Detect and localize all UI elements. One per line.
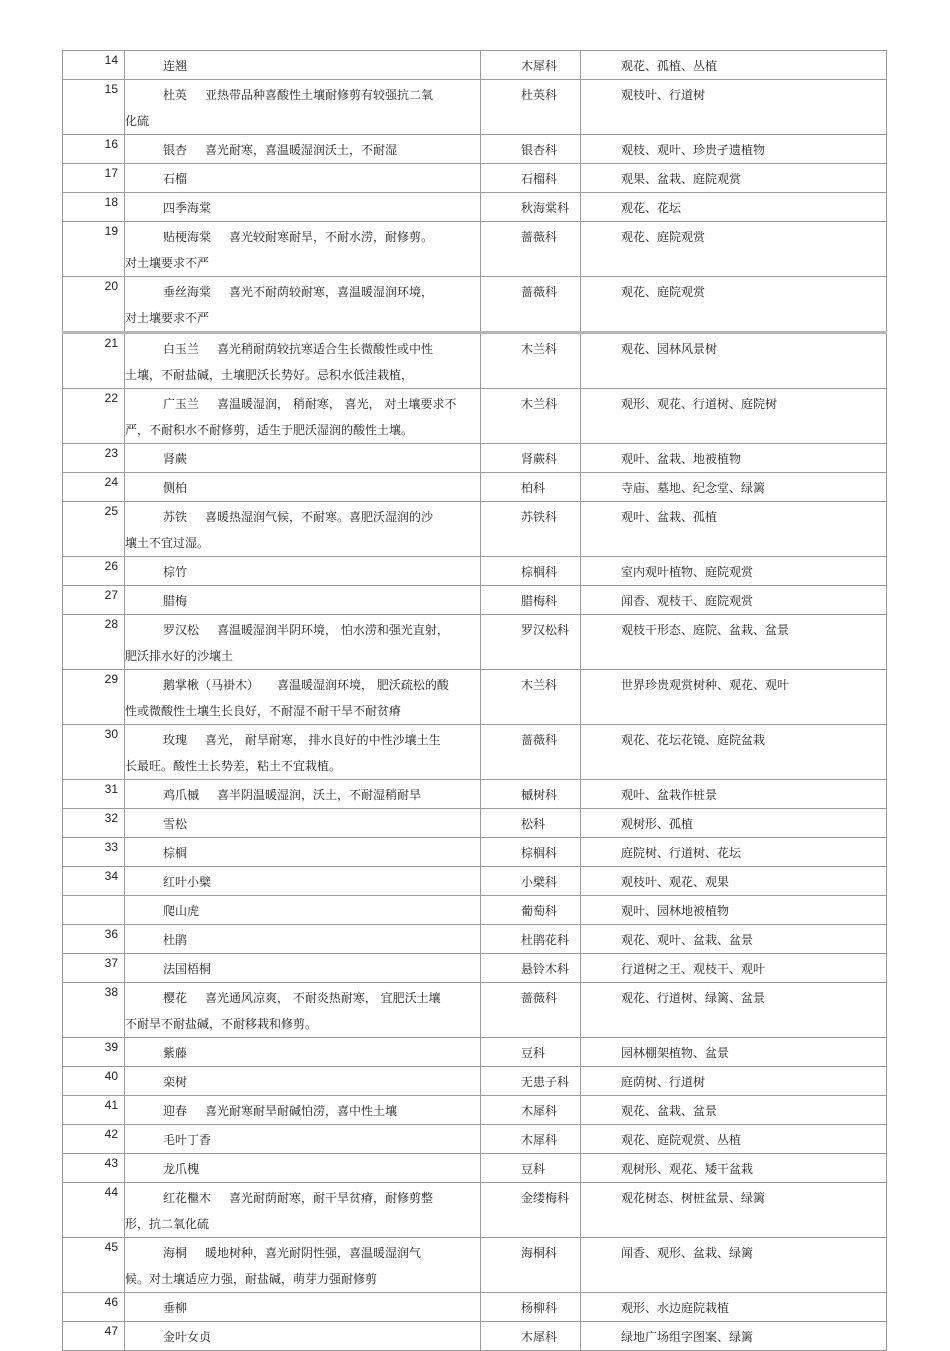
plant-family: 木犀科: [481, 1322, 581, 1351]
plant-family: 柏科: [481, 473, 581, 502]
table-row: [63, 1096, 887, 1125]
table-row: [63, 1238, 887, 1293]
plant-use: 观花树态、树桩盆景、绿篱: [581, 1183, 887, 1238]
row-number: 25: [63, 502, 125, 557]
row-number: 28: [63, 615, 125, 670]
row-number: 17: [63, 164, 125, 193]
plant-use: 绿地广场组字图案、绿篱: [581, 1322, 887, 1351]
table-row: [63, 896, 887, 925]
plant-habit-line-2: 化硫: [125, 114, 150, 128]
plant-family: 小檗科: [481, 867, 581, 896]
plant-habit-line-1: 喜半阴温暖湿润，沃土，不耐湿稍耐旱: [217, 788, 422, 802]
table-row: [63, 444, 887, 473]
plant-table-body: [63, 51, 887, 1351]
plant-name: 红叶小檗: [163, 875, 212, 889]
plant-name: 红花檵木: [163, 1191, 212, 1205]
table-row: [63, 1293, 887, 1322]
plant-family: 木兰科: [481, 389, 581, 444]
plant-family: 银杏科: [481, 135, 581, 164]
row-number: 30: [63, 725, 125, 780]
plant-name: 垂柳: [163, 1301, 188, 1315]
plant-name: 法国梧桐: [163, 962, 212, 976]
row-number: 38: [63, 983, 125, 1038]
plant-habit-line-2: 性或微酸性土壤生长良好，不耐湿不耐干旱不耐贫瘠: [125, 704, 402, 718]
table-row: [63, 725, 887, 780]
row-number: 24: [63, 473, 125, 502]
plant-name: 腊梅: [163, 594, 188, 608]
plant-family: 豆科: [481, 1038, 581, 1067]
plant-name-description-cell: [125, 954, 481, 983]
table-row: [63, 277, 887, 333]
plant-family: 杜鹃花科: [481, 925, 581, 954]
table-row: [63, 80, 887, 135]
plant-name: 罗汉松: [163, 623, 200, 637]
plant-name: 樱花: [163, 991, 188, 1005]
table-row: [63, 193, 887, 222]
row-number: 39: [63, 1038, 125, 1067]
plant-habit-line-2: 肥沃排水好的沙壤土: [125, 649, 234, 663]
plant-name: 银杏: [163, 143, 188, 157]
plant-name-description-cell: [125, 164, 481, 193]
plant-habit-line-2: 形，抗二氧化硫: [125, 1217, 210, 1231]
plant-name-description-cell: [125, 502, 481, 557]
table-row: [63, 164, 887, 193]
plant-name-description-cell: [125, 557, 481, 586]
plant-name-description-cell: [125, 1096, 481, 1125]
plant-use: 园林棚架植物、盆景: [581, 1038, 887, 1067]
plant-name-description-cell: [125, 1238, 481, 1293]
row-number: 41: [63, 1096, 125, 1125]
plant-habit-line-2: 土壤，不耐盐碱，土壤肥沃长势好。忌积水低洼栽植，: [125, 368, 414, 382]
plant-name-description-cell: [125, 1067, 481, 1096]
row-number: 23: [63, 444, 125, 473]
plant-name-description-cell: [125, 867, 481, 896]
plant-habit-line-1: 喜温暖湿润环境， 肥沃疏松的酸: [277, 678, 449, 692]
plant-use: 观花、庭院观赏: [581, 277, 887, 333]
plant-use: 闻香、观枝干、庭院观赏: [581, 586, 887, 615]
plant-habit-line-1: 暖地树种，喜光耐阴性强，喜温暖湿润气: [205, 1246, 422, 1260]
plant-family: 槭树科: [481, 780, 581, 809]
row-number: 34: [63, 867, 125, 896]
plant-family: 松科: [481, 809, 581, 838]
plant-family: 蔷薇科: [481, 222, 581, 277]
plant-use: 庭荫树、行道树: [581, 1067, 887, 1096]
plant-family: 木兰科: [481, 333, 581, 389]
plant-use: 行道树之王、观枝干、观叶: [581, 954, 887, 983]
row-number: 14: [63, 51, 125, 80]
plant-habit-line-2: 长最旺。酸性土长势差，粘土不宜栽植。: [125, 759, 342, 773]
plant-family: 蔷薇科: [481, 277, 581, 333]
table-row: [63, 51, 887, 80]
plant-use: 观树形、孤植: [581, 809, 887, 838]
row-number: 29: [63, 670, 125, 725]
plant-name: 玫瑰: [163, 733, 188, 747]
row-number: 37: [63, 954, 125, 983]
plant-name-description-cell: [125, 277, 481, 333]
plant-habit-line-1: 喜光不耐荫较耐寒，喜温暖湿润环境，: [229, 285, 434, 299]
plant-name: 肾蕨: [163, 452, 188, 466]
plant-use: 观叶、园林地被植物: [581, 896, 887, 925]
plant-use: 庭院树、行道树、花坛: [581, 838, 887, 867]
table-row: [63, 838, 887, 867]
plant-name-description-cell: [125, 925, 481, 954]
plant-name-description-cell: [125, 1154, 481, 1183]
row-number: 45: [63, 1238, 125, 1293]
plant-name-description-cell: [125, 1293, 481, 1322]
plant-name: 垂丝海棠: [163, 285, 212, 299]
plant-name-description-cell: [125, 1322, 481, 1351]
table-row: [63, 1067, 887, 1096]
plant-family: 悬铃木科: [481, 954, 581, 983]
plant-use: 寺庙、墓地、纪念堂、绿篱: [581, 473, 887, 502]
row-number: 27: [63, 586, 125, 615]
row-number: 20: [63, 277, 125, 333]
plant-name: 龙爪槐: [163, 1162, 200, 1176]
row-number: 40: [63, 1067, 125, 1096]
plant-habit-line-2: 壤土不宜过湿。: [125, 536, 210, 550]
table-row: [63, 1125, 887, 1154]
plant-use: 观枝叶、观花、观果: [581, 867, 887, 896]
plant-name: 爬山虎: [163, 904, 200, 918]
plant-table: [62, 50, 887, 1351]
plant-family: 杜英科: [481, 80, 581, 135]
plant-family: 木犀科: [481, 51, 581, 80]
plant-name: 杜英: [163, 88, 188, 102]
row-number: 16: [63, 135, 125, 164]
plant-habit-line-1: 喜温暖湿润半阴环境， 怕水涝和强光直射，: [217, 623, 449, 637]
table-row: [63, 389, 887, 444]
plant-name-description-cell: [125, 193, 481, 222]
plant-name-description-cell: [125, 725, 481, 780]
plant-name-description-cell: [125, 135, 481, 164]
plant-use: 观叶、盆栽、地被植物: [581, 444, 887, 473]
plant-name-description-cell: [125, 586, 481, 615]
plant-use: 观叶、盆栽作桩景: [581, 780, 887, 809]
plant-family: 木兰科: [481, 670, 581, 725]
plant-use: 闻香、观形、盆栽、绿篱: [581, 1238, 887, 1293]
plant-family: 豆科: [481, 1154, 581, 1183]
plant-use: 观形、观花、行道树、庭院树: [581, 389, 887, 444]
plant-use: 观叶、盆栽、孤植: [581, 502, 887, 557]
table-row: [63, 502, 887, 557]
plant-family: 木犀科: [481, 1096, 581, 1125]
plant-name: 四季海棠: [163, 201, 212, 215]
table-row: [63, 557, 887, 586]
plant-name: 棕榈: [163, 846, 188, 860]
plant-name-description-cell: [125, 838, 481, 867]
table-row: [63, 1322, 887, 1351]
plant-name-description-cell: [125, 780, 481, 809]
plant-habit-line-1: 喜光稍耐荫较抗寒适合生长微酸性或中性: [217, 342, 434, 356]
row-number: 22: [63, 389, 125, 444]
plant-family: 金缕梅科: [481, 1183, 581, 1238]
plant-name: 石榴: [163, 172, 188, 186]
plant-use: 观枝、观叶、珍贵孑遗植物: [581, 135, 887, 164]
plant-use: 观花、行道树、绿篱、盆景: [581, 983, 887, 1038]
plant-name-description-cell: [125, 333, 481, 389]
plant-name-description-cell: [125, 222, 481, 277]
plant-name: 苏铁: [163, 510, 188, 524]
plant-name-description-cell: [125, 1038, 481, 1067]
plant-family: 海桐科: [481, 1238, 581, 1293]
row-number: 33: [63, 838, 125, 867]
plant-family: 棕榈科: [481, 838, 581, 867]
plant-name-description-cell: [125, 809, 481, 838]
plant-family: 无患子科: [481, 1067, 581, 1096]
plant-use: 观花、盆栽、盆景: [581, 1096, 887, 1125]
plant-name-description-cell: [125, 80, 481, 135]
row-number: 18: [63, 193, 125, 222]
plant-name-description-cell: [125, 896, 481, 925]
plant-family: 苏铁科: [481, 502, 581, 557]
plant-use: 室内观叶植物、庭院观赏: [581, 557, 887, 586]
plant-family: 棕榈科: [481, 557, 581, 586]
plant-name-description-cell: [125, 1183, 481, 1238]
plant-name: 雪松: [163, 817, 188, 831]
plant-name: 杜鹃: [163, 933, 188, 947]
plant-name: 毛叶丁香: [163, 1133, 212, 1147]
plant-family: 秋海棠科: [481, 193, 581, 222]
plant-name: 广玉兰: [163, 397, 200, 411]
plant-name: 鹅掌楸（马褂木）: [163, 678, 260, 692]
plant-name: 迎春: [163, 1104, 188, 1118]
table-row: [63, 135, 887, 164]
plant-family: 蔷薇科: [481, 725, 581, 780]
plant-name-description-cell: [125, 1125, 481, 1154]
row-number: 31: [63, 780, 125, 809]
plant-habit-line-1: 喜光较耐寒耐旱，不耐水涝，耐修剪。: [229, 230, 434, 244]
plant-family: 木犀科: [481, 1125, 581, 1154]
plant-name: 紫藤: [163, 1046, 188, 1060]
plant-family: 肾蕨科: [481, 444, 581, 473]
plant-use: 观花、花坛花镜、庭院盆栽: [581, 725, 887, 780]
plant-family: 石榴科: [481, 164, 581, 193]
row-number: 46: [63, 1293, 125, 1322]
plant-use: 观树形、观花、矮干盆栽: [581, 1154, 887, 1183]
plant-habit-line-1: 喜光通风凉爽， 不耐炎热耐寒， 宜肥沃土壤: [205, 991, 441, 1005]
plant-use: 观枝叶、行道树: [581, 80, 887, 135]
plant-use: 观花、庭院观赏: [581, 222, 887, 277]
table-row: [63, 222, 887, 277]
row-number: 19: [63, 222, 125, 277]
plant-habit-line-2: 对土壤要求不严: [125, 311, 210, 325]
plant-use: 观花、观叶、盆栽、盆景: [581, 925, 887, 954]
row-number: [63, 896, 125, 925]
plant-name-description-cell: [125, 670, 481, 725]
plant-use: 观形、水边庭院栽植: [581, 1293, 887, 1322]
plant-name: 连翘: [163, 59, 188, 73]
row-number: 42: [63, 1125, 125, 1154]
plant-family: 杨柳科: [481, 1293, 581, 1322]
table-row: [63, 473, 887, 502]
table-row: [63, 1183, 887, 1238]
plant-use: 观花、庭院观赏、丛植: [581, 1125, 887, 1154]
plant-name: 白玉兰: [163, 342, 200, 356]
plant-use: 世界珍贵观赏树种、观花、观叶: [581, 670, 887, 725]
plant-name: 栾树: [163, 1075, 188, 1089]
plant-use: 观果、盆栽、庭院观赏: [581, 164, 887, 193]
plant-family: 葡萄科: [481, 896, 581, 925]
plant-use: 观花、花坛: [581, 193, 887, 222]
table-row: [63, 1154, 887, 1183]
table-row: [63, 780, 887, 809]
table-row: [63, 586, 887, 615]
row-number: 15: [63, 80, 125, 135]
table-row: [63, 867, 887, 896]
plant-name-description-cell: [125, 389, 481, 444]
plant-family: 罗汉松科: [481, 615, 581, 670]
plant-name-description-cell: [125, 444, 481, 473]
row-number: 36: [63, 925, 125, 954]
row-number: 32: [63, 809, 125, 838]
plant-family: 腊梅科: [481, 586, 581, 615]
plant-family: 蔷薇科: [481, 983, 581, 1038]
plant-name: 鸡爪槭: [163, 788, 200, 802]
table-row: [63, 333, 887, 389]
plant-name-description-cell: [125, 983, 481, 1038]
plant-habit-line-2: 对土壤要求不严: [125, 256, 210, 270]
row-number: 43: [63, 1154, 125, 1183]
plant-habit-line-1: 喜光耐寒，喜温暖湿润沃土，不耐湿: [205, 143, 398, 157]
plant-name: 棕竹: [163, 565, 188, 579]
plant-use: 观枝干形态、庭院、盆栽、盆景: [581, 615, 887, 670]
row-number: 44: [63, 1183, 125, 1238]
plant-name: 海桐: [163, 1246, 188, 1260]
table-row: [63, 925, 887, 954]
plant-habit-line-1: 喜光耐荫耐寒，耐干旱贫瘠，耐修剪整: [229, 1191, 434, 1205]
plant-habit-line-1: 喜光， 耐旱耐寒， 排水良好的中性沙壤土生: [205, 733, 441, 747]
row-number: 21: [63, 333, 125, 389]
row-number: 26: [63, 557, 125, 586]
plant-habit-line-1: 喜暖热湿润气候，不耐寒。喜肥沃湿润的沙: [205, 510, 434, 524]
plant-habit-line-1: 喜光耐寒耐旱耐碱怕涝，喜中性土壤: [205, 1104, 398, 1118]
plant-name-description-cell: [125, 615, 481, 670]
plant-use: 观花、园林风景树: [581, 333, 887, 389]
row-number: 47: [63, 1322, 125, 1351]
table-row: [63, 670, 887, 725]
plant-habit-line-1: 亚热带品种喜酸性土壤耐修剪有较强抗二氧: [205, 88, 434, 102]
table-row: [63, 983, 887, 1038]
plant-habit-line-2: 候。对土壤适应力强，耐盐碱，萌芽力强耐修剪: [125, 1272, 378, 1286]
table-row: [63, 1038, 887, 1067]
table-row: [63, 809, 887, 838]
plant-table-sheet: [62, 50, 886, 1351]
plant-name: 金叶女贞: [163, 1330, 212, 1344]
table-row: [63, 954, 887, 983]
plant-habit-line-2: 不耐旱不耐盐碱，不耐移栽和修剪。: [125, 1017, 318, 1031]
plant-name-description-cell: [125, 51, 481, 80]
plant-use: 观花、孤植、丛植: [581, 51, 887, 80]
plant-habit-line-2: 严，不耐积水不耐修剪，适生于肥沃湿润的酸性土壤。: [125, 423, 414, 437]
table-row: [63, 615, 887, 670]
plant-name: 贴梗海棠: [163, 230, 212, 244]
plant-habit-line-1: 喜温暖湿润， 稍耐寒， 喜光， 对土壤要求不: [217, 397, 457, 411]
plant-name: 侧柏: [163, 481, 188, 495]
plant-name-description-cell: [125, 473, 481, 502]
